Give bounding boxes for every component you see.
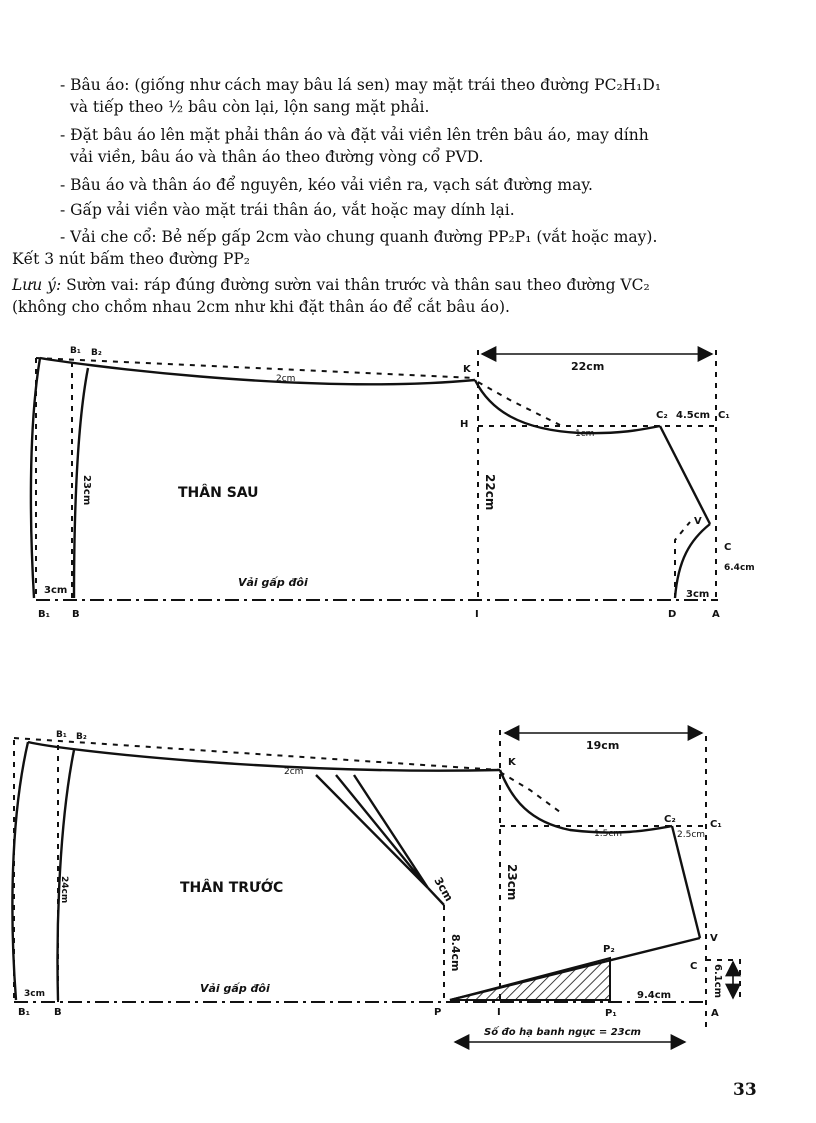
back-piece-title: THÂN SAU — [178, 485, 259, 501]
back-neck-dashed — [478, 382, 560, 425]
note-line — [12, 274, 650, 296]
instruction-line-4: vải viền, bâu áo và thân áo theo đường vòng cổ PVD. — [70, 148, 484, 166]
back-c2c1-label: 4.5cm — [676, 410, 711, 421]
back-label-B1: B₁ — [70, 346, 81, 356]
front-fold-label: Vải gấp đôi — [200, 982, 270, 995]
note-text: Sườn vai: ráp đúng đường sườn vai thân trước và thân sau theo đường VC₂ — [61, 276, 650, 294]
back-c-gap: 6.4cm — [724, 563, 755, 573]
front-underbust-label: Số đo hạ banh ngực = 23cm — [484, 1027, 641, 1038]
front-label-B2: B₂ — [76, 732, 87, 742]
back-neck-drop: 1cm — [575, 429, 595, 439]
instruction-line-7: - Vải che cổ: Bẻ nếp gấp 2cm vào chung quanh đường PP₂P₁ (vắt hoặc may). — [60, 228, 658, 246]
back-label-H: H — [460, 419, 469, 430]
back-label-C1: C₁ — [718, 410, 730, 421]
front-label-C1: C₁ — [710, 819, 722, 830]
front-label-C: C — [690, 961, 698, 972]
back-label-B: B — [72, 609, 80, 620]
back-label-A: A — [712, 609, 720, 620]
front-height-label: 23cm — [505, 864, 519, 901]
front-hem-label: 3cm — [24, 989, 45, 999]
front-pa-label: 9.4cm — [637, 990, 672, 1001]
front-label-P: P — [434, 1007, 442, 1018]
front-dart-label: 3cm — [431, 875, 456, 904]
page-number: 33 — [733, 1080, 757, 1100]
front-label-B1-bottom: B₁ — [18, 1007, 31, 1018]
back-label-C2: C₂ — [656, 410, 668, 421]
front-label-A: A — [711, 1008, 719, 1019]
front-ca-label: 6.1cm — [712, 964, 723, 999]
front-label-K: K — [508, 757, 516, 768]
front-side-label: 24cm — [59, 876, 69, 904]
instruction-line-5: - Bâu áo và thân áo để nguyên, kéo vải viền ra, vạch sát đường may. — [60, 176, 593, 194]
front-label-B: B — [54, 1007, 62, 1018]
front-label-I: I — [497, 1007, 501, 1018]
front-pattern-diagram — [0, 715, 816, 1055]
back-label-C: C — [724, 542, 732, 553]
back-top-ease: 2cm — [276, 374, 296, 384]
front-label-B1: B₁ — [56, 730, 67, 740]
back-height-label: 22cm — [483, 474, 497, 511]
instruction-line-2: và tiếp theo ½ bâu còn lại, lộn sang mặt phải. — [70, 98, 430, 116]
back-hem-label: 3cm — [44, 585, 68, 596]
back-top-dashed — [36, 358, 475, 378]
instruction-line-1: - Bâu áo: (giống như cách may bâu lá sen) may mặt trái theo đường PC₂H₁D₁ — [60, 76, 662, 94]
front-c2c1-label: 2.5cm — [677, 830, 706, 840]
instruction-line-8: Kết 3 nút bấm theo đường PP₂ — [12, 250, 251, 268]
back-label-B1-bottom: B₁ — [38, 609, 51, 620]
back-pattern-diagram — [0, 330, 816, 630]
front-side-curve — [12, 742, 28, 1000]
back-da-label: 3cm — [686, 589, 710, 600]
front-label-P1: P₁ — [605, 1008, 617, 1019]
front-shoulder-curve — [28, 742, 500, 771]
back-label-D: D — [668, 609, 677, 620]
back-side-curve — [31, 358, 40, 598]
front-label-P2: P₂ — [603, 944, 615, 955]
back-label-V: V — [694, 516, 702, 527]
note-label: Lưu ý: — [12, 276, 62, 294]
front-dart-lines — [316, 775, 428, 888]
front-neck-dashed — [500, 772, 560, 812]
note-line-2: (không cho chồm nhau 2cm như khi đặt thân áo để cắt bâu áo). — [12, 298, 510, 316]
front-drop-label: 8.4cm — [449, 934, 462, 972]
instruction-line-3: - Đặt bâu áo lên mặt phải thân áo và đặt vải viền lên trên bâu áo, may dính — [60, 126, 649, 144]
back-armhole-solid — [675, 524, 710, 598]
front-top-ease: 2cm — [284, 767, 304, 777]
back-width-label: 22cm — [571, 360, 605, 373]
front-neck-drop: 1.5cm — [594, 829, 623, 839]
back-side-label: 23cm — [81, 475, 92, 506]
front-shoulder-edge — [672, 826, 700, 938]
back-label-B2: B₂ — [91, 348, 102, 358]
back-front-edge — [660, 426, 710, 524]
front-neckline — [500, 770, 672, 833]
back-label-K: K — [463, 364, 471, 375]
back-label-I: I — [475, 609, 479, 620]
back-fold-label: Vải gấp đôi — [238, 576, 308, 589]
front-label-C2: C₂ — [664, 814, 676, 825]
front-inner-curve — [58, 750, 74, 1000]
front-width-label: 19cm — [586, 739, 620, 752]
front-label-V: V — [710, 933, 718, 944]
front-piece-title: THÂN TRƯỚC — [180, 880, 284, 896]
instruction-line-6: - Gấp vải viền vào mặt trái thân áo, vắt hoặc may dính lại. — [60, 201, 515, 219]
